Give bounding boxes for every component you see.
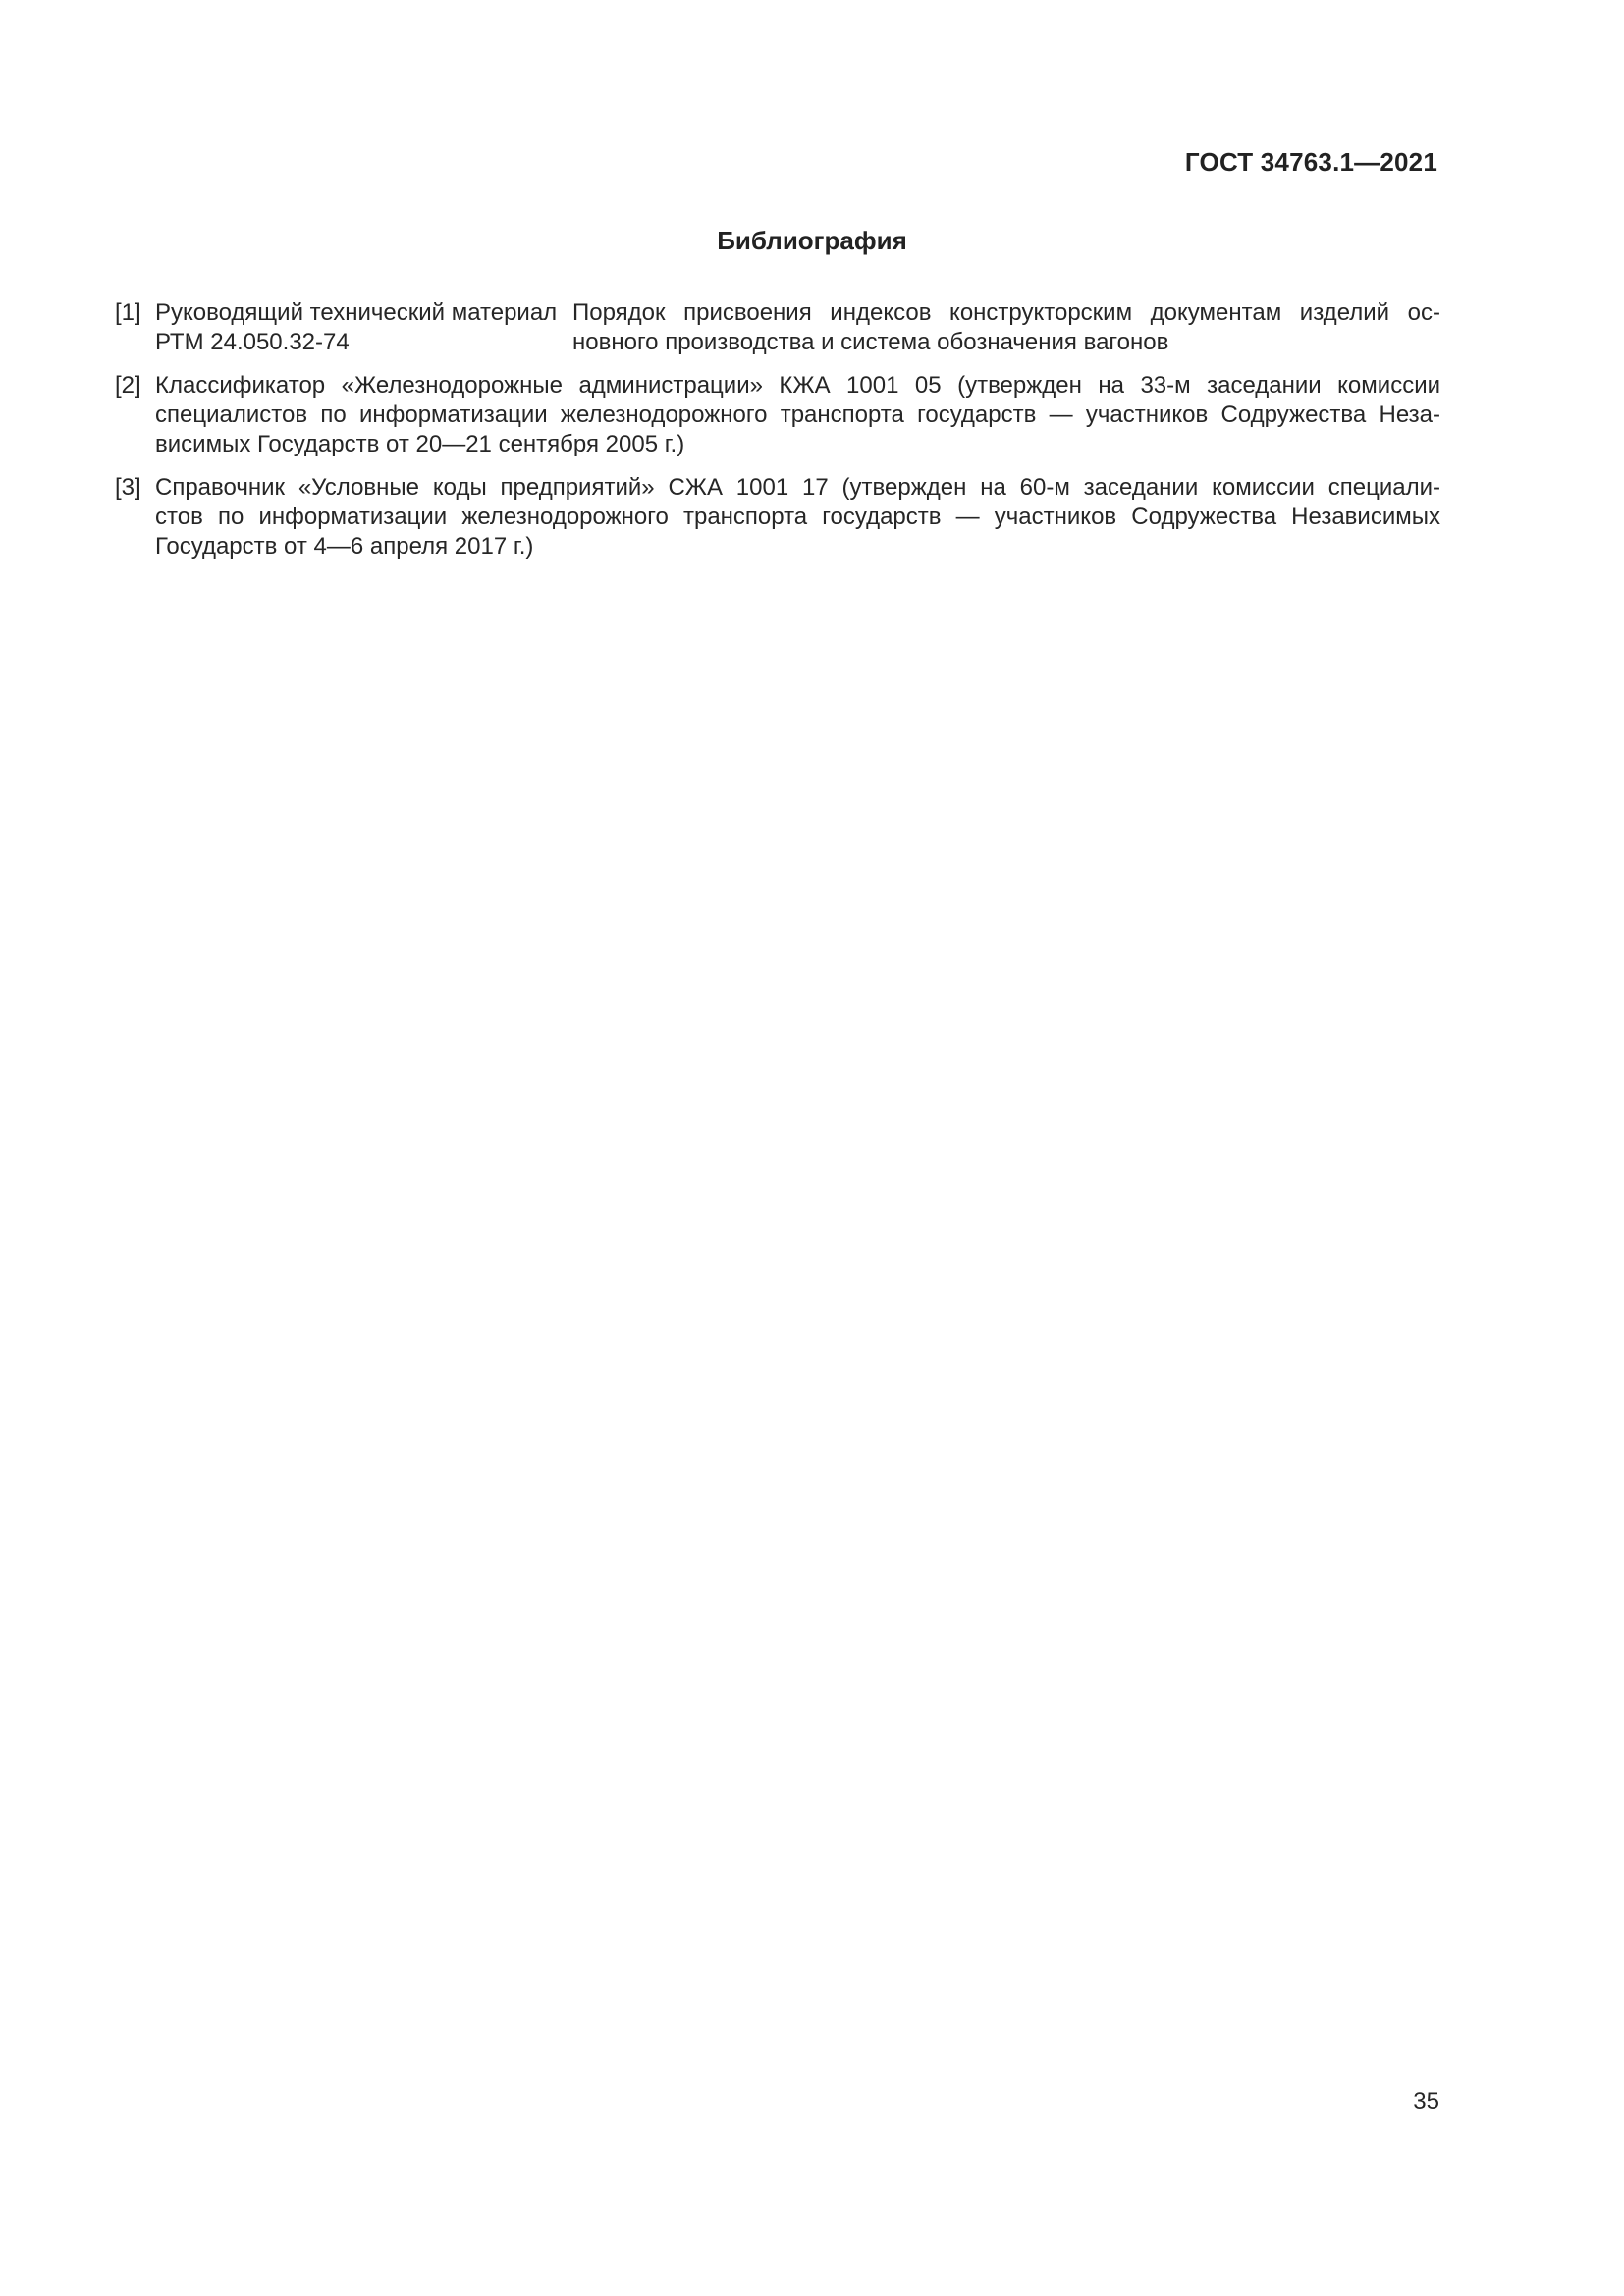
bibliography-list bbox=[115, 298, 1440, 561]
entry-text-line: стов по информатизации железнодорожного транспорта государств — участников Содружества Независимых bbox=[155, 504, 1440, 530]
entry-text-line: Классификатор «Железнодорожные администрации» КЖА 1001 05 (утвержден на 33-м заседании комиссии bbox=[155, 372, 1440, 399]
bibliography-entry-2 bbox=[115, 371, 1440, 459]
entry-description-line: Порядок присвоения индексов конструкторским документам изделий ос- bbox=[572, 299, 1440, 326]
entry-number: [2] bbox=[115, 372, 141, 399]
entry-description-line: новного производства и система обозначения вагонов bbox=[572, 329, 1169, 355]
document-code: ГОСТ 34763.1—2021 bbox=[1184, 147, 1437, 177]
page-title: Библиография bbox=[717, 226, 907, 255]
page-number: 35 bbox=[1413, 2088, 1439, 2114]
entry-source-line: Руководящий технический материал bbox=[155, 299, 558, 326]
entry-source bbox=[155, 298, 572, 357]
entry-description bbox=[572, 298, 1440, 357]
bibliography-entry-3 bbox=[115, 473, 1440, 561]
entry-source-line: РТМ 24.050.32-74 bbox=[155, 329, 350, 355]
entry-number: [1] bbox=[115, 299, 141, 326]
entry-text-line: Справочник «Условные коды предприятий» СЖА 1001 17 (утвержден на 60-м заседании комиссии специали- bbox=[155, 474, 1440, 501]
bibliography-entry-1 bbox=[115, 298, 1440, 357]
entry-text-line: висимых Государств от 20—21 сентября 2005 г.) bbox=[155, 431, 685, 457]
entry-text-line: Государств от 4—6 апреля 2017 г.) bbox=[155, 533, 534, 560]
entry-number: [3] bbox=[115, 474, 141, 501]
entry-text-line: специалистов по информатизации железнодорожного транспорта государств — участников Содружества Неза- bbox=[155, 401, 1440, 428]
